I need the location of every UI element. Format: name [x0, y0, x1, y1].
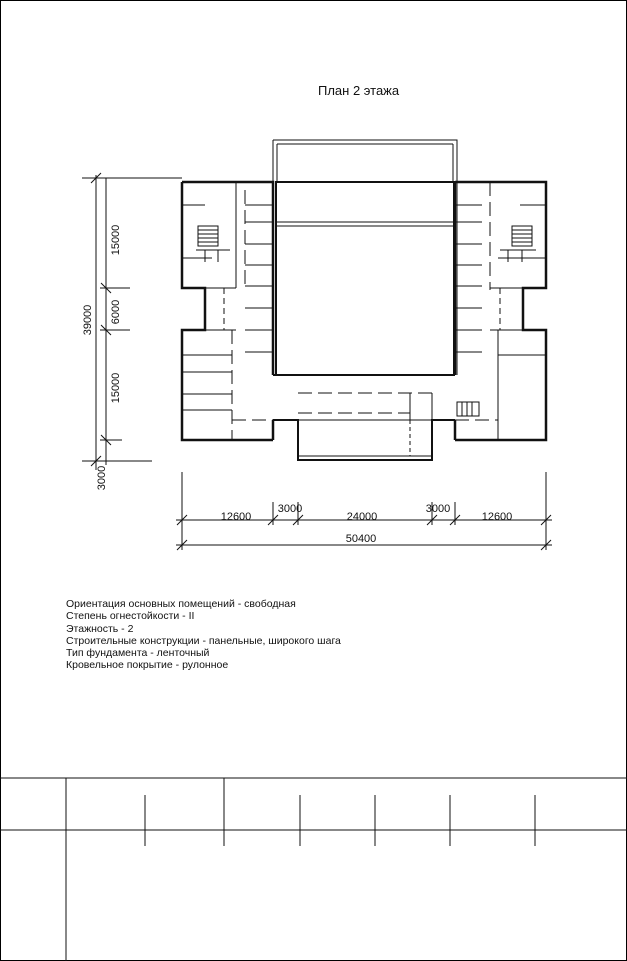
vertical-dimension-chain	[82, 173, 182, 470]
note-structures: Строительные конструкции - панельные, широкого шага	[66, 634, 341, 647]
note-floors: Этажность - 2	[66, 622, 134, 635]
note-orientation: Ориентация основных помещений - свободная	[66, 598, 296, 610]
dim-offset-bottom: 3000	[96, 465, 108, 491]
note-fire-resistance: Степень огнестойкости - II	[66, 610, 195, 623]
plan-title: План 2 этажа	[318, 83, 400, 98]
dim-total-width: 50400	[345, 533, 377, 545]
note-foundation: Тип фундамента - ленточный	[66, 647, 210, 660]
dim-gap-left: 3000	[277, 503, 303, 515]
building-notes	[66, 598, 341, 672]
dim-width-center: 24000	[346, 511, 378, 523]
note-roofing: Кровельное покрытие - рулонное	[66, 659, 229, 672]
dim-seg-mid: 6000	[110, 299, 122, 325]
dim-gap-right: 3000	[425, 503, 451, 515]
central-hall	[273, 140, 457, 375]
title-block-table	[0, 778, 627, 961]
left-wing	[182, 182, 273, 440]
dim-seg-top: 15000	[110, 224, 122, 256]
dim-total-height: 39000	[82, 304, 94, 336]
dim-width-right: 12600	[481, 511, 513, 523]
right-wing	[455, 182, 546, 440]
dimension-labels	[82, 225, 512, 545]
dim-seg-bottom: 15000	[110, 372, 122, 404]
dim-width-left: 12600	[220, 511, 252, 523]
connecting-block	[273, 375, 455, 460]
